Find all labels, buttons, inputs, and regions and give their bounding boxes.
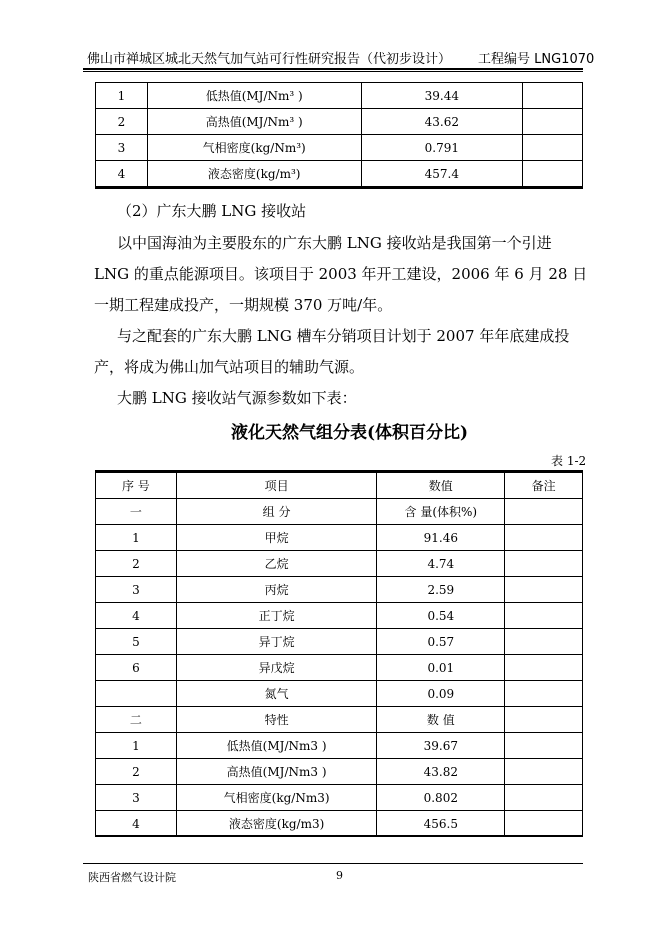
cell-item: 乙烷 [176,551,377,577]
cell-seq [96,681,177,707]
table2-bottom-rule [95,835,583,837]
cell-item: 气相密度(kg/Nm3) [176,785,377,811]
cell-value: 数 值 [377,707,505,733]
cell-remark [505,577,583,603]
cell-seq: 4 [96,603,177,629]
cell-item: 丙烷 [176,577,377,603]
cell-value: 43.62 [361,109,523,135]
cell-item: 液态密度(kg/m3) [176,811,377,837]
cell-seq: 1 [96,83,148,109]
cell-seq: 2 [96,109,148,135]
cell-item: 特性 [176,707,377,733]
paragraph-1-line-3: 一期工程建成投产，一期规模 370 万吨/年。 [94,296,393,314]
paragraph-3: 大鹏 LNG 接收站气源参数如下表： [117,389,357,407]
cell-seq: 2 [96,759,177,785]
cell-seq: 3 [96,135,148,161]
cell-value: 39.44 [361,83,523,109]
header-rule-thin [83,71,583,72]
cell-remark [505,655,583,681]
cell-seq: 6 [96,655,177,681]
cell-seq: 二 [96,707,177,733]
cell-item: 高热值(MJ/Nm3 ) [176,759,377,785]
cell-item: 组 分 [176,499,377,525]
table-row [96,785,583,811]
table-row [96,161,583,187]
cell-remark [505,785,583,811]
properties-table-continued [95,82,583,187]
table1-bottom-rule [95,187,583,189]
cell-item: 高热值(MJ/Nm³ ) [147,109,361,135]
header-value: 数值 [377,473,505,499]
cell-value: 456.5 [377,811,505,837]
cell-remark [505,681,583,707]
cell-item: 气相密度(kg/Nm³) [147,135,361,161]
cell-value: 含 量(体积%) [377,499,505,525]
header-title: 佛山市禅城区城北天然气加气站可行性研究报告（代初步设计） [87,52,452,67]
paragraph-1-line-1: 以中国海油为主要股东的广东大鹏 LNG 接收站是我国第一个引进 [117,234,552,252]
table-row [96,655,583,681]
cell-remark [505,733,583,759]
cell-value: 0.57 [377,629,505,655]
cell-value: 4.74 [377,551,505,577]
cell-seq: 1 [96,733,177,759]
table-row [96,499,583,525]
cell-value: 43.82 [377,759,505,785]
table-label: 表 1-2 [551,454,587,468]
cell-item: 异丁烷 [176,629,377,655]
table-row [96,577,583,603]
cell-remark [505,603,583,629]
cell-value: 39.67 [377,733,505,759]
cell-value: 0.01 [377,655,505,681]
paragraph-1-line-2: LNG 的重点能源项目。该项目于 2003 年开工建设，2006 年 6 月 28 日 [94,265,588,283]
cell-item: 正丁烷 [176,603,377,629]
cell-item: 甲烷 [176,525,377,551]
cell-seq: 5 [96,629,177,655]
footer-rule [83,863,583,864]
cell-item: 异戊烷 [176,655,377,681]
cell-remark [523,135,583,161]
cell-value: 0.09 [377,681,505,707]
cell-remark [523,109,583,135]
cell-seq: 3 [96,577,177,603]
section-heading: （2）广东大鹏 LNG 接收站 [117,202,307,220]
cell-seq: 1 [96,525,177,551]
cell-value: 0.54 [377,603,505,629]
table-row [96,707,583,733]
cell-remark [505,499,583,525]
cell-seq: 3 [96,785,177,811]
table-row [96,551,583,577]
header-item: 项目 [176,473,377,499]
cell-item: 氮气 [176,681,377,707]
paragraph-2-line-1: 与之配套的广东大鹏 LNG 槽车分销项目计划于 2007 年年底建成投 [117,327,570,345]
table-row [96,525,583,551]
cell-seq: 4 [96,811,177,837]
header-seq: 序 号 [96,473,177,499]
cell-value: 0.791 [361,135,523,161]
lng-composition-table [95,472,583,837]
cell-remark [505,551,583,577]
cell-remark [523,83,583,109]
cell-seq: 2 [96,551,177,577]
cell-remark [505,811,583,837]
table-title: 液化天然气组分表(体积百分比) [231,423,469,443]
table-row [96,83,583,109]
header-rule-thick [83,68,583,70]
cell-item: 液态密度(kg/m³) [147,161,361,187]
table-row [96,733,583,759]
header-remark: 备注 [505,473,583,499]
cell-value: 0.802 [377,785,505,811]
table-row [96,135,583,161]
cell-remark [505,525,583,551]
project-number: 工程编号 LNG1070 [478,52,595,67]
table-row [96,603,583,629]
table-row [96,629,583,655]
cell-remark [505,629,583,655]
table-header-row [96,473,583,499]
cell-remark [505,759,583,785]
paragraph-2-line-2: 产，将成为佛山加气站项目的辅助气源。 [94,358,365,376]
footer-institute: 陕西省燃气设计院 [88,871,176,884]
cell-remark [523,161,583,187]
cell-remark [505,707,583,733]
cell-value: 91.46 [377,525,505,551]
table-row [96,681,583,707]
table-row [96,109,583,135]
cell-seq: 4 [96,161,148,187]
page-number: 9 [336,869,343,882]
cell-seq: 一 [96,499,177,525]
cell-value: 457.4 [361,161,523,187]
cell-item: 低热值(MJ/Nm³ ) [147,83,361,109]
table-row [96,759,583,785]
cell-item: 低热值(MJ/Nm3 ) [176,733,377,759]
table-row [96,811,583,837]
cell-value: 2.59 [377,577,505,603]
